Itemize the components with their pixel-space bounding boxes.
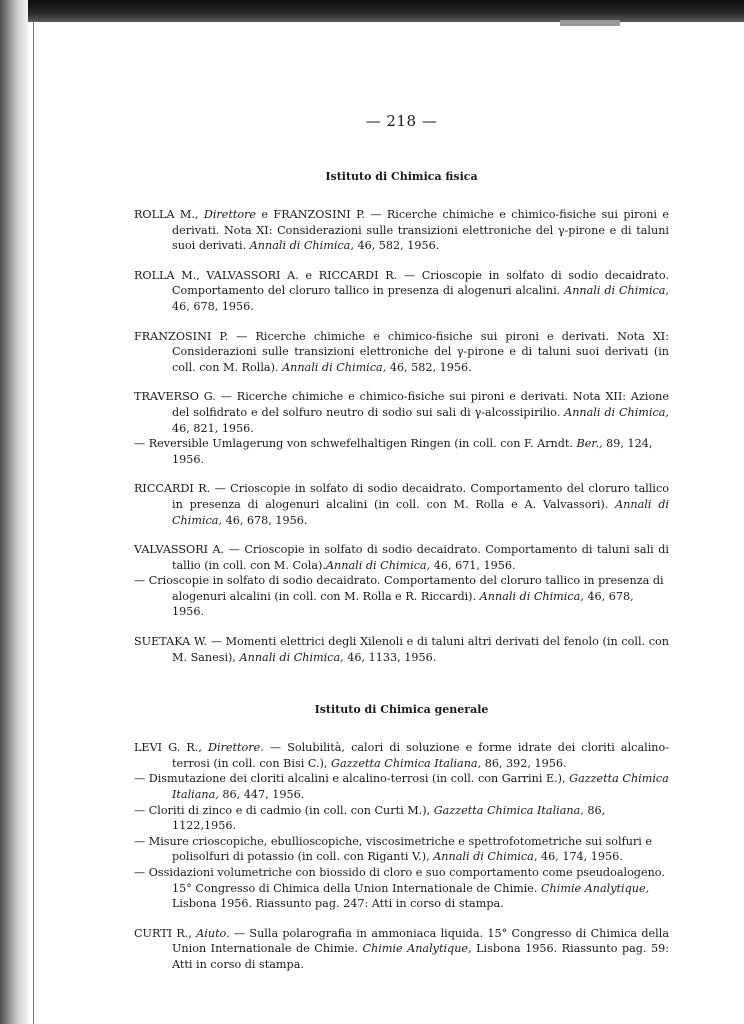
entry-ref: 46, 821, 1956. bbox=[172, 421, 254, 435]
entry-role: Aiuto. bbox=[196, 926, 230, 940]
entry-ref: 46, 678, 1956. bbox=[222, 513, 308, 527]
entry-text: — Ricerche chimiche e chimico-fisiche sui pironi e derivati. Nota XI: Considerazioni sulle transizioni elettroniche del γ-pirone e di taluni suoi derivati (in coll. con M. Rolla). bbox=[172, 329, 669, 374]
entry-text: — Crioscopie in solfato di sodio decaidrato. Comportamento del cloruro tallico in presenza di alogenuri alcalini (in coll. con M. Rolla e A. Valvassori). bbox=[172, 482, 669, 511]
entry-author: ROLLA M., VALVASSORI A. e RICCARDI R. bbox=[134, 268, 398, 282]
entry-role: Direttore. bbox=[208, 741, 264, 755]
entry-journal: Gazzetta Chimica Italiana, bbox=[331, 756, 482, 770]
scan-left-border bbox=[0, 0, 28, 1024]
entry-line bbox=[134, 207, 669, 254]
section-title: Istituto di Chimica generale bbox=[314, 703, 489, 717]
entry-continuation bbox=[134, 573, 669, 620]
entry-author: VALVASSORI A. bbox=[134, 543, 225, 557]
entry-continuation bbox=[134, 771, 669, 802]
entry-continuation bbox=[134, 803, 669, 834]
entry-journal: Gazzetta Chimica Italiana, bbox=[172, 772, 669, 802]
scan-top-border bbox=[0, 0, 744, 22]
entry-text: — Dismutazione dei cloriti alcalini e alcalino-terrosi (in coll. con Garrini E.), bbox=[134, 772, 570, 786]
entry-author: LEVI G. R., bbox=[134, 741, 209, 755]
entry-journal: Annali di Chimica, bbox=[239, 650, 344, 664]
entry-journal: Chimie Analytique, bbox=[362, 942, 472, 956]
scan-left-rule bbox=[33, 22, 34, 1024]
entry-author: ROLLA M., bbox=[134, 208, 204, 221]
entry-line bbox=[134, 740, 669, 771]
entry-line bbox=[134, 926, 669, 973]
entry-continuation bbox=[134, 436, 669, 467]
entry-journal: Chimie Analytique, bbox=[541, 881, 650, 895]
section-title: Istituto di Chimica fisica bbox=[325, 170, 478, 183]
entry-ref: 46, 582, 1956. bbox=[353, 239, 440, 253]
bibliography-entry bbox=[134, 542, 669, 620]
entry-author: FRANZOSINI P. bbox=[134, 329, 229, 343]
bibliography-entry bbox=[134, 329, 669, 376]
entry-text: — Crioscopie in solfato di sodio decaidrato. Comportamento di taluni sali di tallio (in coll. con M. Cola). bbox=[172, 543, 669, 572]
entry-journal: Annali di Chimica, bbox=[172, 497, 669, 527]
entry-ref: 46, 1133, 1956. bbox=[343, 650, 437, 664]
entry-line bbox=[134, 389, 669, 436]
entry-journal: Ber., bbox=[576, 437, 603, 451]
entry-journal: Annali di Chimica, bbox=[433, 850, 538, 864]
bibliography-entry bbox=[134, 389, 669, 467]
entry-ref: 86, 392, 1956. bbox=[481, 756, 567, 770]
entry-continuation bbox=[134, 834, 669, 865]
entry-text: — Cloriti di zinco e di cadmio (in coll. con Curti M.), bbox=[134, 803, 434, 817]
bibliography-entry bbox=[134, 207, 669, 254]
entry-text: — Ricerche chimiche e chimico-fisiche sui pironi e derivati. Nota XII: Azione del solfidrato e del solfuro neutro di sodio sui sali di γ-alcossipirilio. bbox=[172, 390, 670, 419]
page-number: — 218 — bbox=[365, 112, 438, 130]
entry-text: — Solubilità, calori di soluzione e forme idrate dei cloriti alcalino-terrosi (in coll. con Bisi C.), bbox=[172, 741, 669, 770]
entry-journal: Annali di Chimica, bbox=[564, 284, 669, 298]
entry-text: — Sulla polarografia in ammoniaca liquida. 15° Congresso di Chimica della Union Internationale de Chimie. bbox=[172, 926, 669, 956]
entry-continuation bbox=[134, 865, 669, 912]
bibliography-entry bbox=[134, 481, 669, 528]
entry-author: TRAVERSO G. bbox=[134, 390, 216, 404]
entry-line bbox=[134, 634, 669, 665]
scan-speck bbox=[560, 20, 620, 26]
document-page bbox=[134, 112, 669, 987]
entry-ref: 46, 671, 1956. bbox=[430, 558, 516, 572]
entry-text: — Misure crioscopiche, ebullioscopiche, viscosimetriche e spettrofotometriche sui solfuri e polisolfuri di potassio (in coll. con Riganti V.), bbox=[134, 834, 653, 864]
entry-ref: 89, 124, 1956. bbox=[172, 437, 653, 466]
entry-journal: Annali di Chimica, bbox=[282, 360, 387, 374]
entry-ref: 86, 447, 1956. bbox=[218, 788, 305, 802]
entry-role: Direttore bbox=[203, 208, 257, 221]
entry-ref: 46, 678, 1956. bbox=[172, 589, 634, 619]
entry-author-rest: e FRANZOSINI P. bbox=[256, 208, 365, 221]
entry-text: — Ossidazioni volumetriche con biossido di cloro e suo comportamento come pseudoalogeno. 15° Congresso di Chimica della Union Internationale de Chimie. bbox=[134, 866, 665, 895]
entry-text: — Momenti elettrici degli Xilenoli e di taluni altri derivati del fenolo (in coll. con M. Sanesi), bbox=[172, 635, 669, 664]
entry-text: — Crioscopie in solfato di sodio decaidrato. Comportamento del cloruro tallico in presenza di alogenuri alcalini. bbox=[172, 268, 670, 298]
entry-line bbox=[134, 329, 669, 376]
bibliography-entry bbox=[134, 634, 669, 665]
entry-text: — Ricerche chimiche e chimico-fisiche sui pironi e derivati. Nota XI: Considerazioni sulle transizioni elettroniche del γ-pirone e di taluni suoi derivati. bbox=[172, 208, 669, 253]
entry-journal: Annali di Chimica, bbox=[249, 239, 354, 253]
bibliography-entry bbox=[134, 926, 669, 973]
entry-ref: 46, 678, 1956. bbox=[172, 299, 254, 313]
entry-text: — Reversible Umlagerung von schwefelhaltigen Ringen (in coll. con F. Arndt. bbox=[134, 437, 577, 451]
entry-author: SUETAKA W. bbox=[134, 635, 207, 649]
entry-journal: Gazzetta Chimica Italiana, bbox=[433, 803, 584, 817]
entry-ref: 86, 1122,1956. bbox=[172, 803, 606, 833]
entry-journal: Annali di Chimica, bbox=[325, 558, 431, 572]
entry-line bbox=[134, 481, 669, 528]
entry-line bbox=[134, 268, 669, 315]
entry-ref: 46, 582, 1956. bbox=[386, 360, 472, 374]
entry-author: RICCARDI R. bbox=[134, 482, 211, 496]
entry-text: — Crioscopie in solfato di sodio decaidrato. Comportamento del cloruro tallico in presenza di alogenuri alcalini (in coll. con M. Rolla e R. Riccardi). bbox=[134, 574, 664, 603]
bibliography-entry bbox=[134, 268, 669, 315]
bibliography-entry bbox=[134, 740, 669, 912]
entry-ref: Lisbona 1956. Riassunto pag. 59: Atti in corso di stampa. bbox=[172, 942, 669, 971]
entry-journal: Annali di Chimica, bbox=[564, 405, 669, 419]
entry-ref: Lisbona 1956. Riassunto pag. 247: Atti in corso di stampa. bbox=[172, 897, 504, 911]
entry-journal: Annali di Chimica, bbox=[479, 589, 584, 603]
entry-line bbox=[134, 542, 669, 573]
entry-ref: 46, 174, 1956. bbox=[537, 850, 623, 864]
section-spacer bbox=[134, 679, 669, 703]
entry-author: CURTI R., bbox=[134, 926, 197, 940]
